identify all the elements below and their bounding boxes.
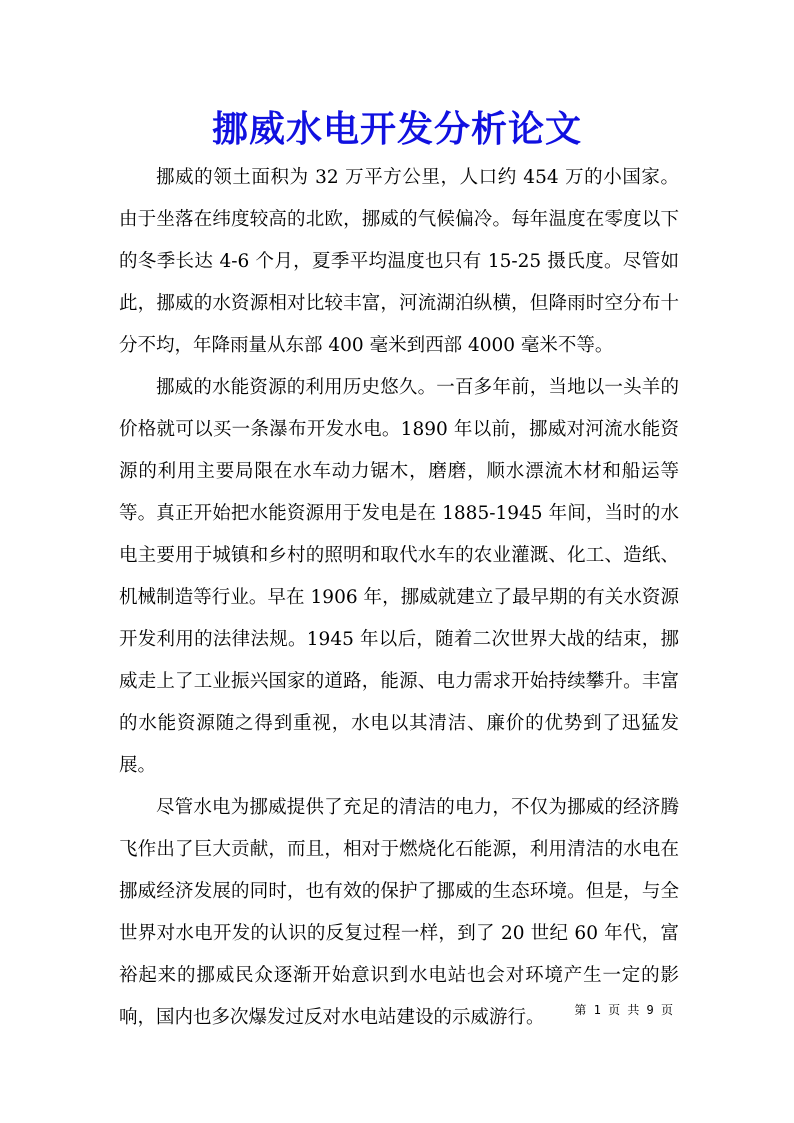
paragraph-3: 尽管水电为挪威提供了充足的清洁的电力，不仅为挪威的经济腾飞作出了巨大贡献，而且，相对于燃烧化石能源，利用清洁的水电在挪威经济发展的同时，也有效的保护了挪威的生态环境。但是，与全世界对水电开发的认识的反复过程一样，到了 20 世纪 60 年代，富裕起来的挪威民众逐渐开始意识到水电站也会对环境产生一定的影响，国内也多次爆发过反对水电站建设的示威游行。: [119, 797, 679, 1028]
page-number: 第 1 页 共 9 页: [574, 1003, 673, 1017]
paragraph-1: 挪威的领土面积为 32 万平方公里，人口约 454 万的小国家。由于坐落在纬度较高的北欧，挪威的气候偏冷。每年温度在零度以下的冬季长达 4-6 个月，夏季平均温度也只有 15-25 摄氏度。尽管如此，挪威的水资源相对比较丰富，河流湖泊纵横，但降雨时空分布十分不均，年降雨量从东部 400 毫米到西部 4000 毫米不等。: [119, 167, 679, 356]
document-title: 挪威水电开发分析论文: [211, 108, 582, 150]
paragraph-2: 挪威的水能资源的利用历史悠久。一百多年前，当地以一头羊的价格就可以买一条瀑布开发水电。1890 年以前，挪威对河流水能资源的利用主要局限在水车动力锯木，磨磨，顺水漂流木材和船运等等。真正开始把水能资源用于发电是在 1885-1945 年间，当时的水电主要用于城镇和乡村的照明和取代水车的农业灌溉、化工、造纸、机械制造等行业。早在 1906 年，挪威就建立了最早期的有关水资源开发利用的法律法规。1945 年以后，随着二次世界大战的结束，挪威走上了工业振兴国家的道路，能源、电力需求开始持续攀升。丰富的水能资源随之得到重视，水电以其清洁、廉价的优势到了迅猛发展。: [119, 377, 679, 776]
document-body: [119, 157, 679, 1039]
